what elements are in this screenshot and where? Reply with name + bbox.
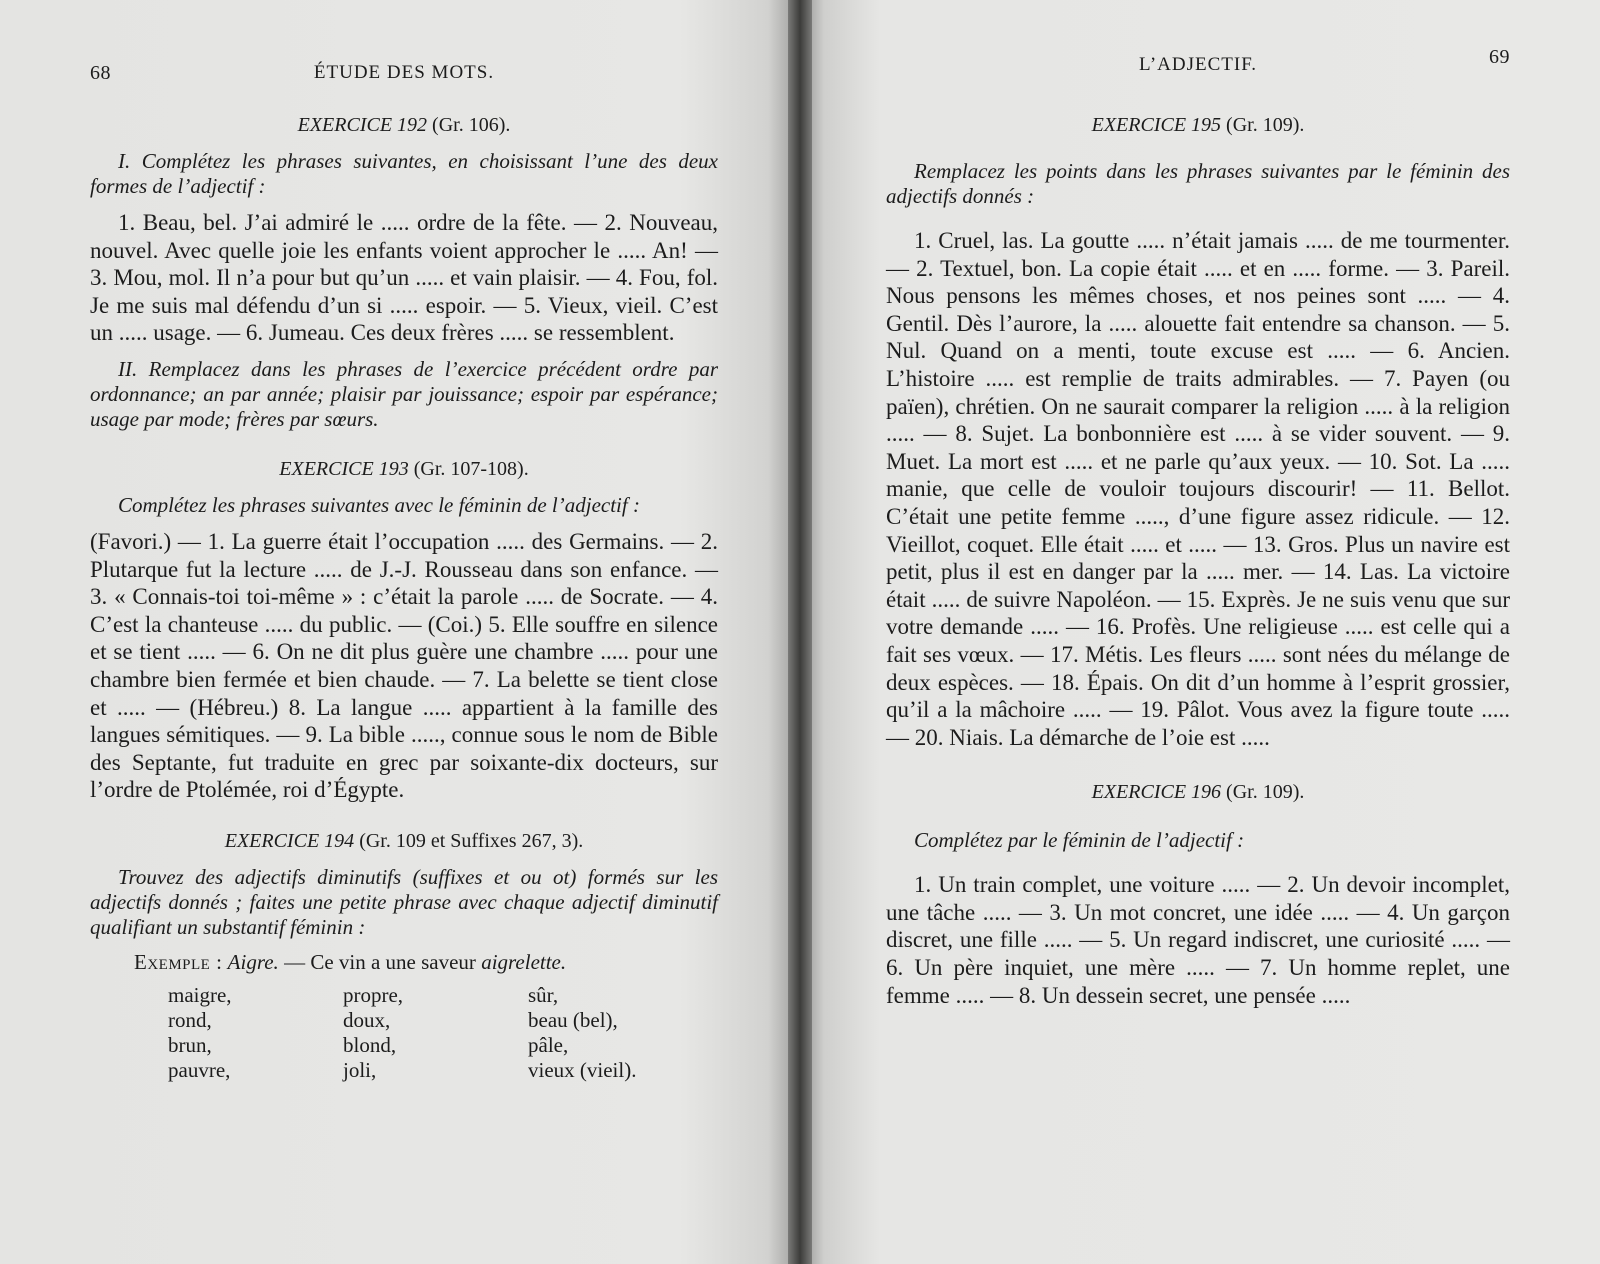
running-head: ÉTUDE DES MOTS. [313, 62, 495, 83]
exercise-title [90, 830, 718, 853]
word: vieux (vieil). [528, 1057, 637, 1082]
exercise-text: 1. Un train complet, une voiture ..... — 2. Un devoir incomplet, une tâche ..... — 3. Un mot concret, une idée ..... — 4. Un garçon discret, une fille ..... — 5. Un regard indiscret, une curiosité ..... — 6. Un père inquiet, une mère ..... — 7. Un homme replet, une femme ..... — 8. Un dessein secret, une pensée ..... [886, 872, 1510, 1008]
exercise-name: EXERCICE 194 [224, 829, 355, 852]
instruction: Complétez les phrases suivantes avec le féminin de l’adjectif : [118, 492, 640, 517]
book-gutter [788, 0, 812, 1264]
word: blond, [343, 1032, 397, 1057]
word: rond, [168, 1007, 212, 1032]
word: joli, [343, 1057, 377, 1082]
right-page-header [886, 46, 1510, 86]
left-page-header [90, 58, 718, 94]
instruction: I. Complétez les phrases suivantes, en choisissant l’une des deux formes de l’adjectif : [90, 149, 718, 198]
word: maigre, [168, 982, 232, 1007]
example-label: Exemple : [134, 949, 223, 974]
word: beau (bel), [528, 1007, 618, 1032]
example-word: Aigre. [227, 949, 279, 974]
word: pauvre, [168, 1057, 231, 1082]
word: sûr, [528, 982, 559, 1007]
running-head: L’ADJECTIF. [1138, 54, 1258, 75]
exercise-text: 1. Cruel, las. La goutte ..... n’était jamais ..... de me tourmenter. — 2. Textuel, bon. La copie était ..... et en ..... forme. — 3. Pareil. Nous pensons les mêmes choses, et nos peines sont ..... — 4. Gentil. Dès l’aurore, la ..... alouette fait entendre sa chanson. — 5. Nul. Quand on a menti, toute excuse est ..... — 6. Ancien. L’histoire ..... est remplie de traits admirables. — 7. Payen (ou païen), chrétien. On ne saurait comparer la religion ..... à la religion ..... — 8. Sujet. La bonbonnière est ..... à se vider souvent. — 9. Muet. La mort est ..... et ne parle qu’aux yeux. — 10. Sot. La ..... manie, que celle de vouloir toujours discourir! — 11. Bellot. C’était une petite femme ....., d’une figure assez ridicule. — 12. Vieillot, coquet. Elle était ..... et ..... — 13. Gros. Plus un navire est petit, plus il est en danger par la ..... mer. — 14. Las. La victoire était ..... de suivre Napoléon. — 15. Exprès. Je ne suis venu que sur votre demande ..... — 16. Profès. Une religieuse ..... est celle qui a fait ses vœux. — 17. Métis. Les fleurs ..... sont nées du mélange de deux espèces. — 18. Épais. On dit d’un homme à l’esprit grossier, qu’il a la mâchoire ..... — 19. Pâlot. Vous avez la figure toute ..... — 20. Niais. La démarche de l’oie est ..... [886, 228, 1510, 750]
exercise-ref: (Gr. 107-108). [413, 457, 529, 480]
exercise-text: 1. Beau, bel. J’ai admiré le ..... ordre de la fête. — 2. Nouveau, nouvel. Avec quelle joie les enfants voient approcher le ..... An! — 3. Mou, mol. Il n’a pour but qu’un ..... et vain plaisir. — 4. Fou, fol. Je me suis mal défendu d’un si ..... espoir. — 5. Vieux, vieil. C’est un ..... usage. — 6. Jumeau. Ces deux frères ..... se ressemblent. [90, 210, 718, 346]
exercise-title [886, 114, 1510, 137]
instruction: Complétez par le féminin de l’adjectif : [914, 828, 1245, 853]
exercise-ref: (Gr. 109). [1226, 781, 1305, 804]
exercise-text: (Favori.) — 1. La guerre était l’occupation ..... des Germains. — 2. Plutarque fut la lecture ..... de J.-J. Rousseau dans son enfance. — 3. « Connais-toi toi-même » : c’était la parole ..... de Socrate. — 4. C’est la chanteuse ..... du public. — (Coi.) 5. Elle souffre en silence et se tient ..... — 6. On ne dit plus guère une chambre ..... pour une chambre bien fermée et bien chaude. — 7. La belette se tient close et ..... — (Hébreu.) 8. La langue ..... appartient à la famille des langues sémitiques. — 9. La bible ....., connue sous le nom de Bible des Septante, fut traduite en grec par soixante-dix docteurs, sur l’ordre de Ptolémée, roi d’Égypte. [90, 528, 718, 803]
exercise-ref: (Gr. 106). [432, 114, 511, 136]
instruction: Trouvez des adjectifs diminutifs (suffixes et ou ot) formés sur les adjectifs donnés ; faites une petite phrase avec chaque adjectif diminutif qualifiant un substantif féminin : [90, 864, 718, 939]
word: propre, [343, 982, 404, 1007]
word: pâle, [528, 1032, 569, 1057]
word: brun, [168, 1032, 212, 1057]
word: doux, [343, 1007, 391, 1032]
example-line [134, 950, 718, 975]
exercise-title [90, 114, 718, 137]
exercise-title [886, 781, 1510, 804]
page-number: 68 [90, 62, 111, 84]
example-result: aigrelette. [481, 949, 567, 974]
right-page [800, 0, 1600, 1264]
exercise-name: EXERCICE 192 [297, 114, 428, 136]
exercise-name: EXERCICE 193 [279, 457, 409, 480]
instruction: Remplacez les points dans les phrases suivantes par le féminin des adjectifs donnés : [886, 159, 1510, 208]
exercise-ref: (Gr. 109). [1226, 114, 1305, 136]
exercise-title [90, 458, 718, 481]
exercise-ref: (Gr. 109 et Suffixes 267, 3). [359, 829, 584, 852]
page-number: 69 [1489, 46, 1510, 68]
exercise-name: EXERCICE 195 [1091, 114, 1222, 136]
word-list [168, 983, 718, 1083]
example-sentence: — Ce vin a une saveur [284, 949, 476, 974]
instruction: II. Remplacez dans les phrases de l’exercice précédent ordre par ordonnance; an par année; plaisir par jouissance; espoir par espérance; usage par mode; frères par sœurs. [90, 356, 718, 431]
exercise-name: EXERCICE 196 [1091, 781, 1222, 804]
